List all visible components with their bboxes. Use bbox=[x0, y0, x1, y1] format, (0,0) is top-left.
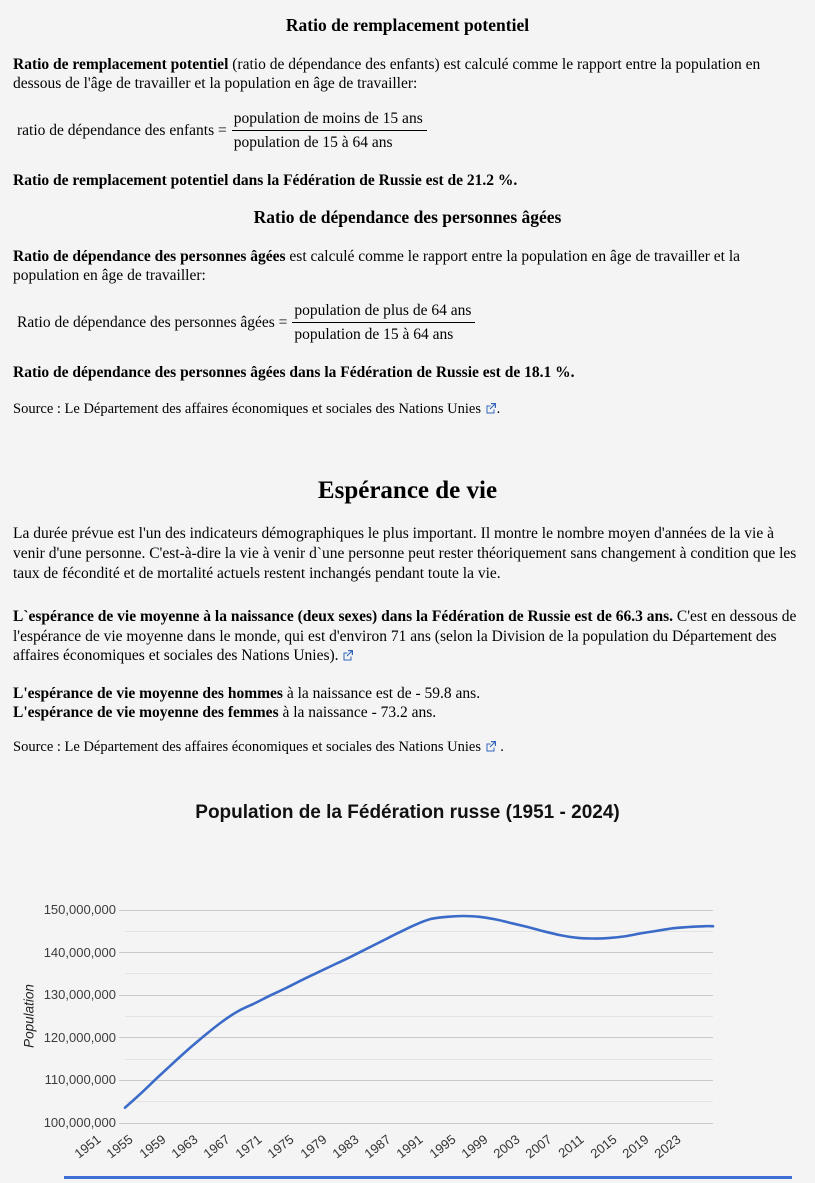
formula-label: Ratio de dépendance des personnes âgées = bbox=[17, 314, 288, 331]
elderly-ratio-formula bbox=[17, 301, 802, 344]
elderly-ratio-term: Ratio de dépendance des personnes âgées bbox=[13, 248, 286, 265]
y-axis-tick-label: 150,000,000 bbox=[43, 902, 116, 917]
x-axis-tick-label: 2015 bbox=[587, 1131, 620, 1161]
source-link[interactable]: Le Département des affaires économiques et sociales des Nations Unies bbox=[64, 401, 482, 417]
y-axis-tick-label: 120,000,000 bbox=[43, 1029, 116, 1045]
elderly-ratio-result: Ratio de dépendance des personnes âgées dans la Fédération de Russie est de 18.1 %. bbox=[13, 364, 575, 381]
chart-title: Population de la Fédération russe (1951 - 2024) bbox=[195, 801, 620, 823]
formula-numerator: population de moins de 15 ans bbox=[232, 109, 427, 131]
x-axis-tick-label: 1983 bbox=[329, 1131, 362, 1161]
x-axis-tick-label: 1951 bbox=[71, 1131, 104, 1161]
x-axis-tick-label: 2003 bbox=[490, 1131, 523, 1161]
x-axis-tick-label: 1963 bbox=[168, 1131, 201, 1161]
external-link-icon[interactable] bbox=[485, 402, 497, 414]
life-expectancy-by-sex bbox=[13, 684, 802, 722]
replacement-ratio-formula bbox=[17, 109, 802, 152]
y-axis-tick-label: 140,000,000 bbox=[43, 944, 116, 960]
source-link[interactable]: Le Département des affaires économiques et sociales des Nations Unies bbox=[64, 738, 482, 755]
replacement-ratio-result: Ratio de remplacement potentiel dans la Fédération de Russie est de 21.2 %. bbox=[13, 172, 518, 189]
life-expectancy-average-bold: L`espérance de vie moyenne à la naissance (deux sexes) dans la Fédération de Russie est de 66.3 ans. bbox=[13, 608, 674, 625]
external-link-icon[interactable] bbox=[342, 647, 354, 659]
replacement-ratio-definition bbox=[13, 55, 802, 93]
life-expectancy-women-bold: L'espérance de vie moyenne des femmes bbox=[13, 703, 279, 721]
formula-fraction bbox=[232, 109, 427, 152]
life-expectancy-women-rest: à la naissance - 73.2 ans. bbox=[278, 703, 437, 721]
x-axis-tick-label: 1991 bbox=[393, 1131, 426, 1161]
x-axis-tick-label: 2011 bbox=[555, 1131, 587, 1161]
page-content bbox=[0, 15, 815, 1183]
x-axis-tick-label: 1959 bbox=[136, 1131, 169, 1161]
x-axis-tick-label: 1971 bbox=[232, 1131, 265, 1161]
source-prefix: Source : bbox=[13, 738, 65, 755]
x-axis-tick-label: 2019 bbox=[619, 1131, 652, 1161]
replacement-ratio-definition-rest: (ratio de dépendance des enfants) est calculé comme le rapport entre la population en dessous de l'âge de travailler et la population en âge de travailler: bbox=[13, 56, 761, 92]
life-expectancy-men-rest: à la naissance est de - 59.8 ans. bbox=[282, 684, 481, 702]
section-title-replacement-ratio: Ratio de remplacement potentiel bbox=[285, 15, 530, 35]
formula-fraction bbox=[292, 301, 475, 344]
source-line-dependency bbox=[13, 401, 802, 418]
formula-denominator: population de 15 à 64 ans bbox=[233, 134, 393, 151]
x-axis-tick-label: 2007 bbox=[522, 1131, 555, 1161]
replacement-ratio-term: Ratio de remplacement potentiel bbox=[13, 56, 229, 73]
population-line-chart bbox=[13, 877, 802, 1183]
section-title-elderly-ratio: Ratio de dépendance des personnes âgées bbox=[253, 207, 562, 227]
x-axis-tick-label: 1999 bbox=[458, 1131, 491, 1161]
y-axis-tick-label: 130,000,000 bbox=[43, 987, 116, 1003]
y-axis-title: Population bbox=[21, 983, 37, 1048]
life-expectancy-average bbox=[13, 607, 802, 666]
source-line-life-expectancy bbox=[13, 739, 802, 756]
life-expectancy-average-rest: C'est en dessous de l'espérance de vie moyenne dans le monde, qui est d'environ 71 ans (selon la Division de la population du Département des affaires économiques et sociales des Nations Unies). bbox=[13, 608, 797, 664]
x-axis-tick-label: 1955 bbox=[103, 1131, 136, 1161]
formula-label: ratio de dépendance des enfants = bbox=[17, 122, 227, 139]
life-expectancy-intro: La durée prévue est l'un des indicateurs démographiques le plus important. Il montre le nombre moyen d'années de la vie à venir d'une personne. C'est-à-dire la vie à venir d`une personne peut rester théoriquement sans changement à condition que les taux de fécondité et de mortalité actuels restent inchangés pendant toute la vie. bbox=[13, 525, 797, 582]
external-link-icon[interactable] bbox=[485, 740, 497, 752]
x-axis-tick-label: 1975 bbox=[264, 1131, 297, 1161]
formula-denominator: population de 15 à 64 ans bbox=[294, 326, 454, 343]
x-axis-tick-label: 1995 bbox=[426, 1131, 459, 1161]
section-title-life-expectancy: Espérance de vie bbox=[317, 477, 498, 504]
population-series-line bbox=[13, 877, 815, 1183]
source-prefix: Source : bbox=[13, 401, 65, 417]
x-axis-tick-label: 1967 bbox=[200, 1131, 233, 1161]
x-axis-tick-label: 2023 bbox=[651, 1131, 684, 1161]
source-suffix: . bbox=[496, 738, 504, 755]
next-chart-edge bbox=[64, 1176, 792, 1179]
source-suffix: . bbox=[496, 401, 501, 417]
y-axis-tick-label: 110,000,000 bbox=[44, 1072, 116, 1088]
life-expectancy-men-bold: L'espérance de vie moyenne des hommes bbox=[13, 684, 283, 702]
x-axis-tick-label: 1987 bbox=[361, 1131, 394, 1161]
elderly-ratio-definition-rest: est calculé comme le rapport entre la population en âge de travailler et la population en âge de travailler: bbox=[13, 248, 741, 284]
x-axis-tick-label: 1979 bbox=[297, 1131, 330, 1161]
elderly-ratio-definition bbox=[13, 247, 802, 285]
formula-numerator: population de plus de 64 ans bbox=[292, 301, 475, 323]
y-axis-tick-label: 100,000,000 bbox=[43, 1115, 116, 1130]
